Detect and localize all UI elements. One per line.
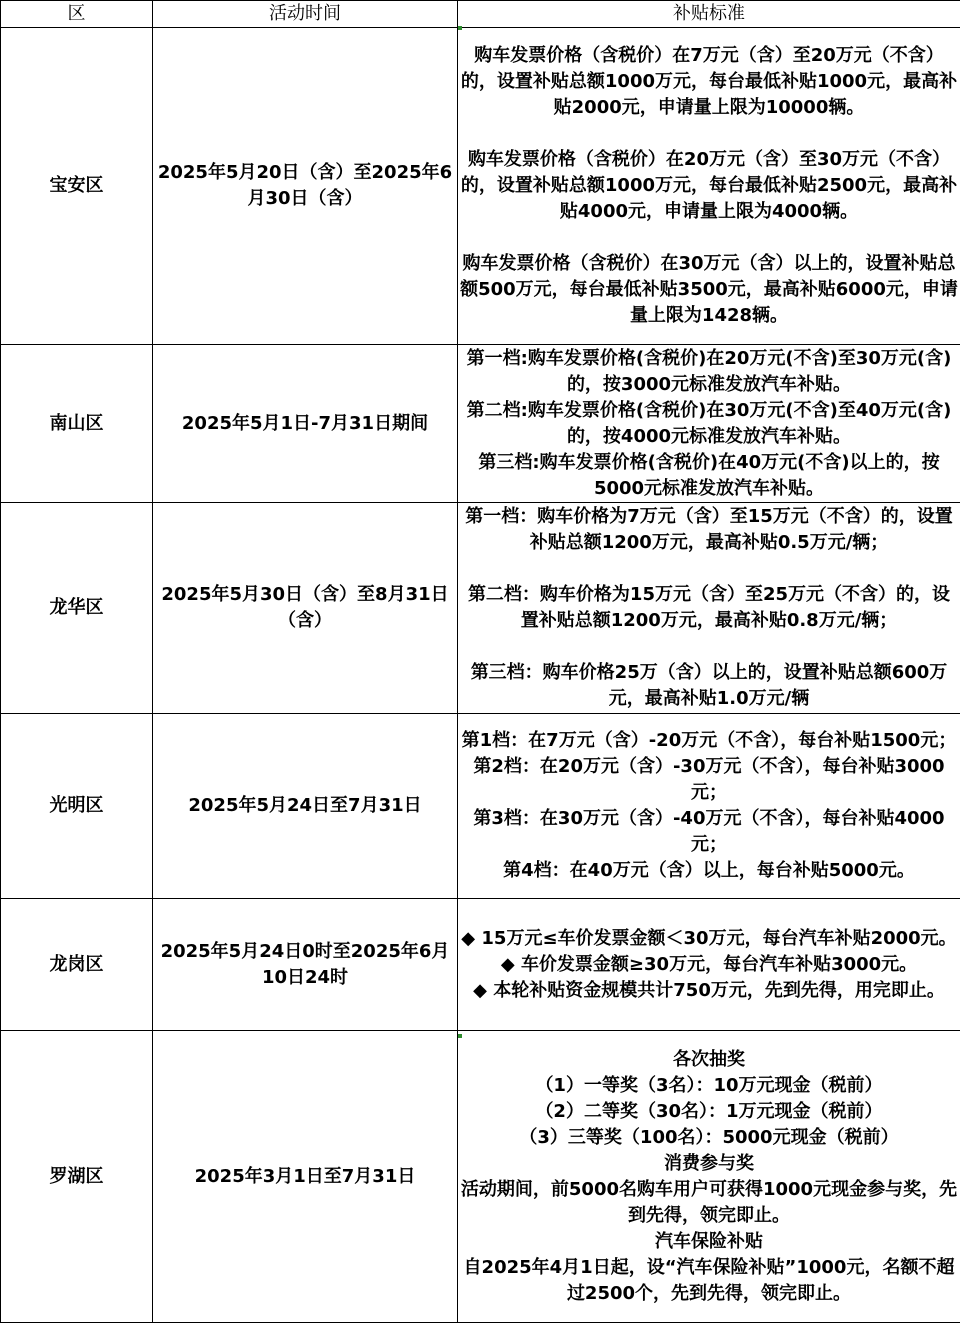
district-cell: 龙华区 bbox=[1, 503, 153, 714]
paragraph-gap bbox=[460, 225, 958, 251]
standard-line: ◆ 15万元≤车价发票金额＜30万元，每台汽车补贴2000元。 bbox=[461, 927, 957, 949]
district-cell: 宝安区 bbox=[1, 28, 153, 345]
standard-line: 购车发票价格（含税价）在7万元（含）至20万元（不含）的，设置补贴总额1000万元，每台最低补贴1000元，最高补贴2000元，申请量上限为10000辆。 bbox=[460, 45, 958, 118]
activity-time-cell: 2025年5月24日至7月31日 bbox=[153, 714, 458, 899]
table-row bbox=[1, 714, 960, 899]
standard-line: 第二档：购车价格为15万元（含）至25万元（不含）的，设置补贴总额1200万元，最高补贴0.8万元/辆； bbox=[467, 584, 951, 631]
paragraph-gap bbox=[460, 634, 958, 660]
district-cell: 龙岗区 bbox=[1, 899, 153, 1031]
activity-time-cell: 2025年5月1日-7月31日期间 bbox=[153, 345, 458, 503]
standard-line: 第3档：在30万元（含）-40万元（不含），每台补贴4000元； bbox=[473, 808, 945, 855]
activity-time-cell: 2025年5月24日0时至2025年6月10日24时 bbox=[153, 899, 458, 1031]
subsidy-standard-cell bbox=[458, 1031, 960, 1323]
paragraph-gap bbox=[460, 121, 958, 147]
standard-line: 汽车保险补贴 bbox=[655, 1230, 763, 1252]
standard-line: 第二档:购车发票价格(含税价)在30万元(不含)至40万元(含)的，按4000元标准发放汽车补贴。 bbox=[466, 399, 952, 447]
subsidy-standard-cell bbox=[458, 345, 960, 503]
standard-line: 第1档：在7万元（含）-20万元（不含），每台补贴1500元； bbox=[461, 730, 957, 751]
district-cell: 罗湖区 bbox=[1, 1031, 153, 1323]
standard-line: 第一档：购车价格为7万元（含）至15万元（不含）的，设置补贴总额1200万元，最高补贴0.5万元/辆； bbox=[465, 506, 953, 553]
standard-line: 消费参与奖 bbox=[664, 1152, 754, 1174]
standard-line: （1）一等奖（3名）：10万元现金（税前） bbox=[535, 1074, 883, 1096]
table-row bbox=[1, 503, 960, 714]
activity-time-cell: 2025年5月30日（含）至8月31日（含） bbox=[153, 503, 458, 714]
header-time: 活动时间 bbox=[153, 1, 458, 28]
subsidy-standard-cell bbox=[458, 714, 960, 899]
standard-line: 第三档：购车价格25万（含）以上的，设置补贴总额600万元，最高补贴1.0万元/辆 bbox=[470, 662, 948, 709]
table-row bbox=[1, 345, 960, 503]
standard-line: 活动期间，前5000名购车用户可获得1000元现金参与奖，先到先得，领完即止。 bbox=[460, 1178, 958, 1226]
standard-line: 第三档:购车发票价格(含税价)在40万元(不含)以上的，按5000元标准发放汽车补贴。 bbox=[478, 451, 940, 499]
district-cell: 光明区 bbox=[1, 714, 153, 899]
table-row bbox=[1, 28, 960, 345]
paragraph-gap bbox=[460, 556, 958, 582]
table-row bbox=[1, 899, 960, 1031]
header-row bbox=[1, 1, 960, 28]
standard-line: 购车发票价格（含税价）在30万元（含）以上的，设置补贴总额500万元，每台最低补贴3500元，最高补贴6000元，申请量上限为1428辆。 bbox=[460, 253, 958, 326]
activity-time-cell: 2025年3月1日至7月31日 bbox=[153, 1031, 458, 1323]
table-row bbox=[1, 1031, 960, 1323]
subsidy-standard-cell bbox=[458, 503, 960, 714]
cell-marker bbox=[458, 1034, 462, 1038]
activity-time-cell: 2025年5月20日（含）至2025年6月30日（含） bbox=[153, 28, 458, 345]
standard-line: 第4档：在40万元（含）以上，每台补贴5000元。 bbox=[503, 860, 915, 881]
standard-line: 购车发票价格（含税价）在20万元（含）至30万元（不含）的，设置补贴总额1000万元，每台最低补贴2500元，最高补贴4000元，申请量上限为4000辆。 bbox=[460, 149, 958, 222]
standard-line: ◆ 车价发票金额≥30万元，每台汽车补贴3000元。 bbox=[500, 953, 918, 975]
table-body bbox=[1, 28, 960, 1323]
cell-marker bbox=[458, 26, 462, 30]
header-district: 区 bbox=[1, 1, 153, 28]
standard-line: 各次抽奖 bbox=[673, 1048, 745, 1070]
standard-line: 自2025年4月1日起，设“汽车保险补贴”1000元，名额不超过2500个，先到先得，领完即止。 bbox=[463, 1256, 955, 1304]
standard-line: ◆ 本轮补贴资金规模共计750万元，先到先得，用完即止。 bbox=[473, 979, 945, 1001]
district-cell: 南山区 bbox=[1, 345, 153, 503]
standard-line: （3）三等奖（100名）：5000元现金（税前） bbox=[519, 1126, 899, 1148]
standard-line: 第2档：在20万元（含）-30万元（不含），每台补贴3000元； bbox=[473, 756, 945, 803]
subsidy-standard-cell bbox=[458, 28, 960, 345]
standard-line: （2）二等奖（30名）：1万元现金（税前） bbox=[535, 1100, 883, 1122]
subsidy-standard-cell bbox=[458, 899, 960, 1031]
header-standard: 补贴标准 bbox=[458, 1, 960, 28]
standard-line: 第一档:购车发票价格(含税价)在20万元(不含)至30万元(含)的，按3000元标准发放汽车补贴。 bbox=[466, 347, 952, 395]
